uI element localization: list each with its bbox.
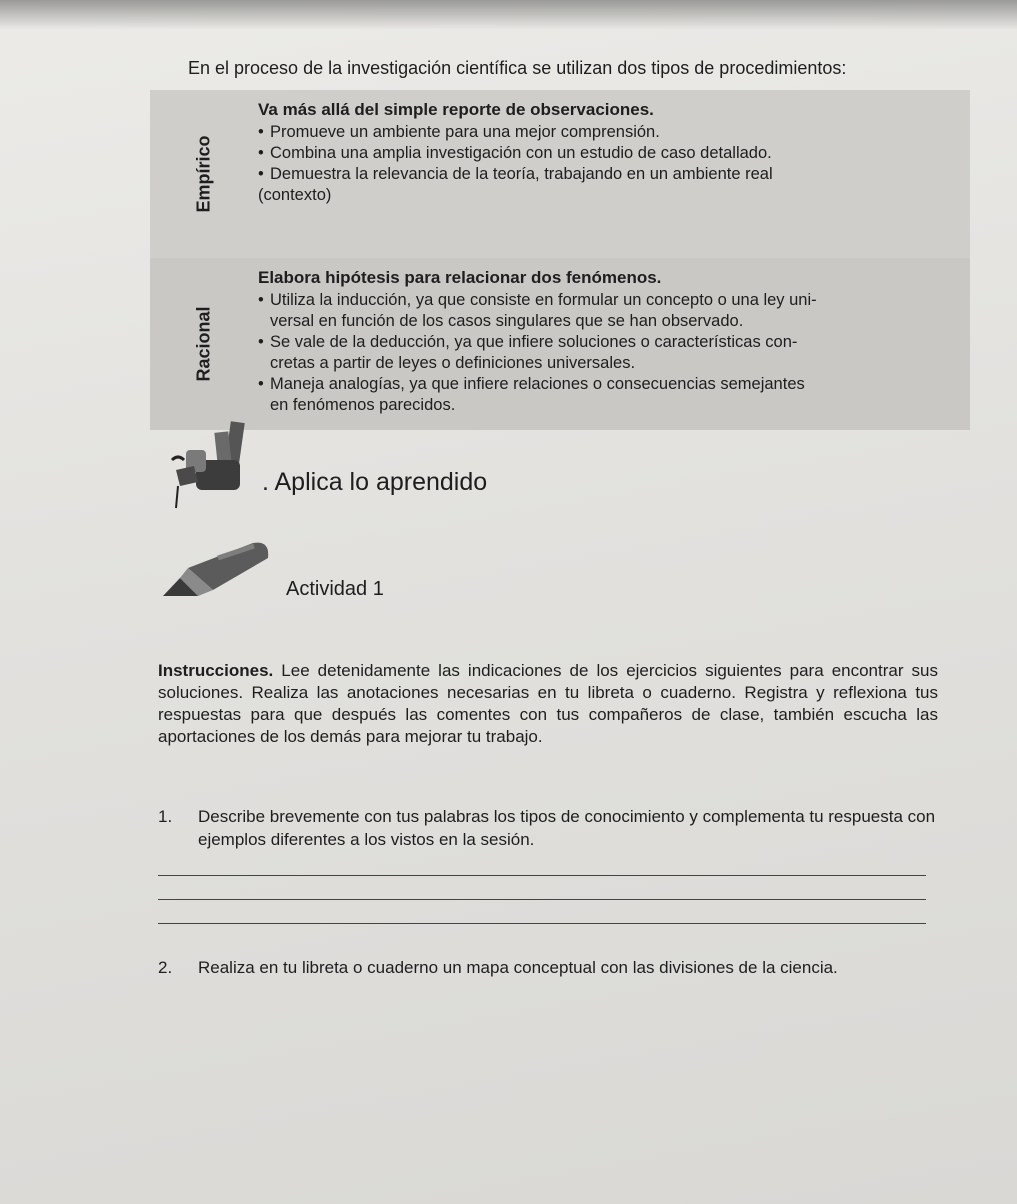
racional-content	[258, 268, 960, 416]
answer-line[interactable]	[158, 923, 926, 924]
racional-bullet-continuation: cretas a partir de leyes o definiciones universales.	[270, 354, 636, 372]
racional-panel	[150, 258, 970, 430]
empirico-label-box	[150, 90, 258, 258]
activity-title: Actividad 1	[286, 578, 384, 600]
apply-title: . Aplica lo aprendido	[262, 468, 488, 496]
empirico-bullet: • Promueve un ambiente para una mejor comprensión.	[258, 123, 660, 141]
empirico-continuation: (contexto)	[258, 186, 332, 204]
racional-bullet-text: Se vale de la deducción, ya que infiere soluciones o características con-	[270, 333, 798, 351]
racional-bullet-continuation: versal en función de los casos singulares que se han observado.	[270, 312, 744, 330]
empirico-panel	[150, 90, 970, 258]
racional-label-box	[150, 258, 258, 430]
instructions	[158, 660, 938, 748]
empirico-bullet: • Combina una amplia investigación con un estudio de caso detallado.	[258, 144, 772, 162]
empirico-label: Empírico	[193, 135, 214, 213]
question-text: Realiza en tu libreta o cuaderno un mapa conceptual con las divisiones de la ciencia.	[198, 958, 838, 977]
empirico-title: Va más allá del simple reporte de observaciones.	[258, 100, 654, 119]
page-edge-shadow	[0, 0, 1017, 30]
empirico-bullet-text: Demuestra la relevancia de la teoría, trabajando en un ambiente real	[270, 165, 773, 183]
empirico-bullet-text: Promueve un ambiente para una mejor comprensión.	[270, 123, 660, 141]
question-2	[158, 955, 938, 980]
racional-bullet-text: Utiliza la inducción, ya que consiste en formular un concepto o una ley uni-	[270, 291, 817, 309]
intro-text: En el proceso de la investigación científica se utilizan dos tipos de procedimientos:	[188, 58, 847, 78]
instructions-text: Lee detenidamente las indicaciones de los ejercicios siguientes para encontrar sus soluciones. Realiza las anotaciones necesarias en tu libreta o cuaderno. Registra y reflexiona tus respuestas para que después las comentes con tus compañeros de clase, también escucha las aportaciones de los demás para mejorar tu trabajo.	[158, 661, 938, 746]
racional-bullet-continuation: en fenómenos parecidos.	[270, 396, 456, 414]
empirico-bullet: • Demuestra la relevancia de la teoría, trabajando en un ambiente real	[258, 165, 773, 183]
racional-bullet: • Se vale de la deducción, ya que infiere soluciones o características con-	[258, 333, 798, 351]
racional-label: Racional	[193, 306, 214, 382]
racional-bullet: • Maneja analogías, ya que infiere relaciones o consecuencias semejantes	[258, 375, 805, 393]
question-number: 1.	[158, 807, 173, 826]
marker-pen-icon	[158, 538, 273, 608]
racional-bullet-text: Maneja analogías, ya que infiere relaciones o consecuencias semejantes	[270, 375, 805, 393]
question-number: 2.	[158, 958, 173, 977]
empirico-bullet-text: Combina una amplia investigación con un estudio de caso detallado.	[270, 144, 772, 162]
instructions-lead: Instrucciones.	[158, 661, 274, 680]
answer-line[interactable]	[158, 875, 926, 876]
answer-line[interactable]	[158, 899, 926, 900]
puzzle-hand-icon	[168, 420, 258, 515]
racional-bullet: • Utiliza la inducción, ya que consiste en formular un concepto o una ley uni-	[258, 291, 817, 309]
question-text: Describe brevemente con tus palabras los tipos de conocimiento y complementa tu respuesta con ejemplos diferentes a los vistos en la sesión.	[198, 807, 936, 849]
racional-title: Elabora hipótesis para relacionar dos fenómenos.	[258, 268, 662, 287]
question-1	[158, 805, 948, 851]
empirico-content	[258, 100, 960, 206]
